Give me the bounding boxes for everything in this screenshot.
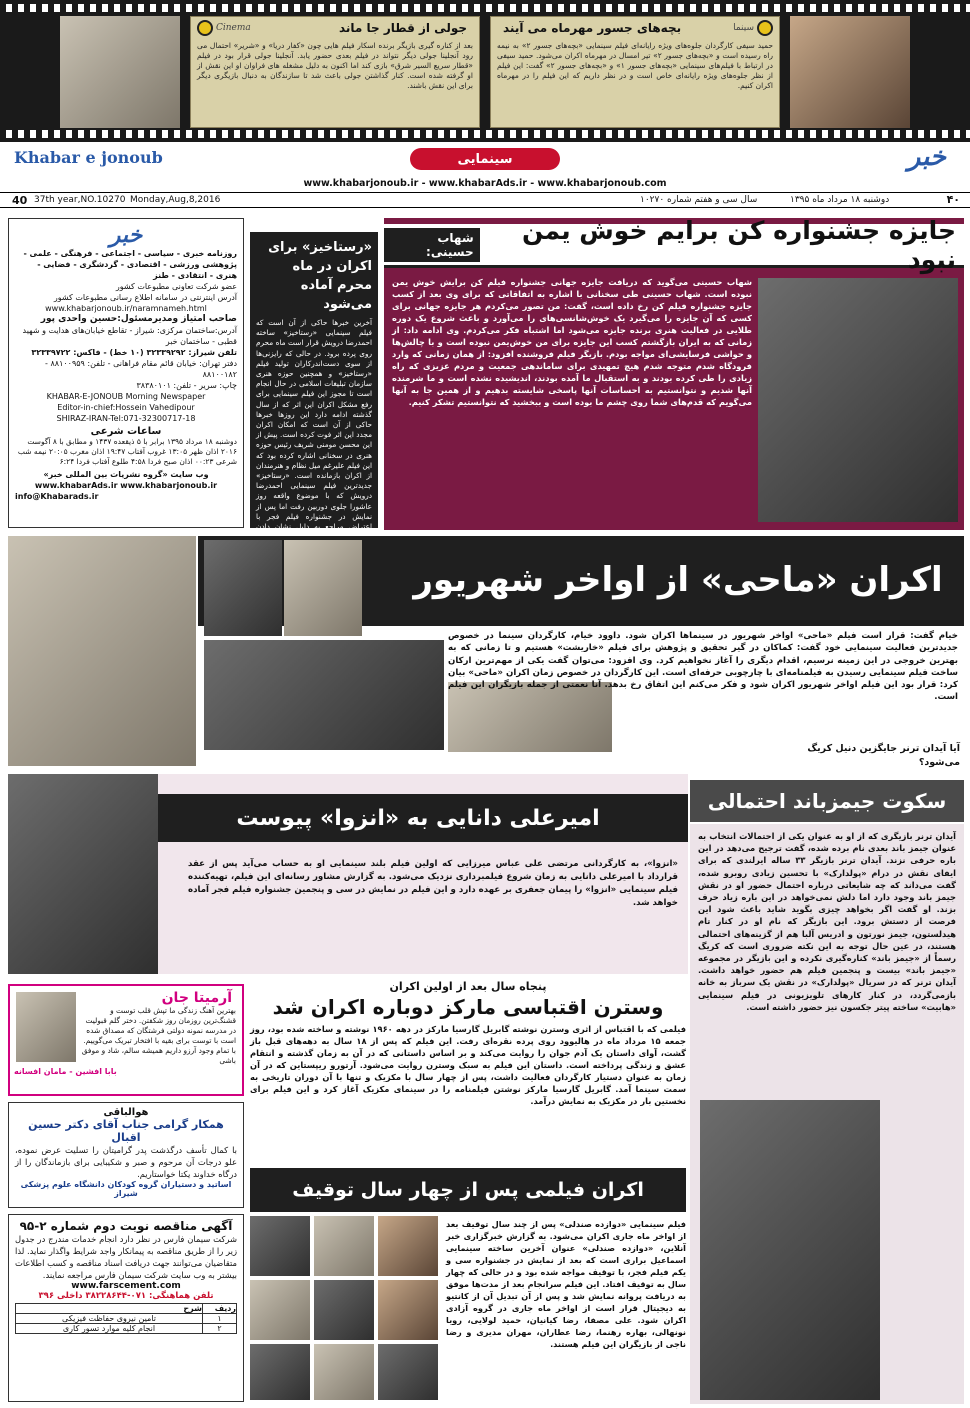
- sidebar-en-editor: Editor-in-chief:Hossein Vahedipour: [57, 403, 195, 412]
- tender-cell: ۲: [203, 1324, 237, 1334]
- prayer-title: ساعات شرعی: [90, 426, 162, 437]
- armita-title: آرمیتا جان: [161, 990, 232, 1006]
- right-teaser-title: بچه‌های جسور مهرماه می آیند: [503, 21, 682, 35]
- child-actor-photo: [790, 16, 910, 128]
- issue-right: سال سی و هفتم شماره ۱۰۲۷۰: [640, 195, 758, 205]
- shahab-hosseini-photo: [758, 278, 958, 522]
- film-reel-icon: [197, 20, 213, 36]
- rastakhiz-body: آخرین خبرها حاکی از آن است که فیلم سینمایی «رستاخیز» ساخته احمدرضا درویش قرار است ماه محرم روی پرده برود. در حالی که رایزنی‌ها از سوی دست‌اندرکاران تولید فیلم «رستاخیز» و همچنین حوزه هنری سازمان تبلیغات اسلامی در حال انجام است تا مجوز این فیلم سینمایی برای رفع مشکل اکران این اثر که از سال گذشته ادامه دارد این روزها خبرها حاکی از آن است که امکان اکران مجدد این اثر فوت کرده است. پیش از این محسن مومنی شریف رئیس حوزه هنری در سخنانی اشاره کرده بود که این فیلم علیرغم میل نظام و هنرمندان از اکران بازمانده است. «رستاخیز» جدیدترین فیلم سینمایی احمدرضا درویش که با موضوع واقعه روز عاشورا جلوی دوربین رفت اما پس از نمایش در جشنواره فیلم فجر با اعتراض مراجع به دلیل نشان دادن: [256, 318, 372, 532]
- tender-url[interactable]: www.farscement.com: [71, 1281, 181, 1291]
- logo-right: خبر: [907, 142, 946, 172]
- play-icon: [757, 20, 773, 36]
- mahi-headline: اکران «ماحی» از اواخر شهریور: [413, 560, 943, 600]
- section-label: سینمایی: [457, 151, 513, 167]
- cast-photo-9: [378, 1344, 438, 1400]
- left-teaser-text: بعد از کناره گیری بازیگر برنده اسکار فیلم هایی چون «کفار دریا» و «شریر» احتمال می رود آنجلینا جولی دیگر نتواند در فیلم بعدی حضور یابد. آنجلینا جولی قرار بود در فیلم «قطار سریع السیر شرق» بازی کند اما اکنون به دلیل مشغله های فراوان او این نقش از او گرفته شده است. کنار گذاشتن جولی باعث شد تا سازندگان به دنبال بازیگری دیگر برای این نقش باشند.: [197, 41, 473, 90]
- prayer-text: دوشنبه ۱۸ مرداد ۱۳۹۵ برابر با ۵ ذیقعده ۱۴۳۷ و مطابق با ۸ آگوست ۲۰۱۶ اذان ظهر ۱۳:۰۵ غروب آفتاب ۱۹:۴۷ اذان مغرب ۲۰:۰۵ نیمه شب شرعی ۰۰:۲۳ اذان صبح فردا ۴:۵۸ طلوع آفتاب فردا ۶:۲۴: [17, 437, 237, 466]
- cast-photo-5: [314, 1280, 374, 1340]
- date-persian: دوشنبه ۱۸ مرداد ماه ۱۳۹۵: [790, 195, 890, 205]
- marquez-article: [250, 980, 686, 1166]
- table-row: [16, 1324, 237, 1334]
- condolence-title: همکار گرامی جناب آقای دکتر حسین اقبال: [28, 1118, 224, 1144]
- hosseini-headline-bar: [384, 215, 964, 274]
- bond-article: [690, 824, 964, 1404]
- tender-title: آگهی مناقصه نوبت دوم شماره ۲-۹۵: [19, 1219, 233, 1233]
- publisher-box: [8, 218, 244, 528]
- tender-cell: انجام کلیه موارد تسور کاری: [16, 1324, 203, 1334]
- banned-film-body: فیلم سینمایی «دوازده صندلی» پس از چند سال توقیف بعد از اواخر ماه جاری اکران می‌شود. به گزارش خبرگزاری خبر آنلاین، «دوازده صندلی» عنوان آخرین ساخته سینمایی اسماعیل براری است که بعد از نمایش در جشنواره سی و یکم فیلم فجر، با توقیف مواجه شده بود و در حالی که چهار سال به توقیف افتاد. این فیلم سرانجام بعد از مدت‌ها موفق به دریافت پروانه نمایش شد و پس از آن تبدیل آن از کانتیو به دیجیتال قرار است از اواخر ماه جاری در گروه آزادی اکران شود. علی مصفا، رضا کیانیان، حمید لولایی، رویا نونهالی، بهاره رهنما، رضا عطاران، مهران مدیری و رضا ناجی از بازیگران این فیلم هستند.: [446, 1219, 686, 1349]
- email[interactable]: info@Khabarads.ir: [15, 492, 99, 501]
- rastakhiz-headline: «رستاخیز» برای اکران در ماه محرم آماده می‌شود: [268, 240, 372, 312]
- rastakhiz-article: [250, 232, 378, 532]
- right-teaser-tag: سینما: [733, 23, 754, 33]
- eye-drawing-image: [8, 536, 196, 766]
- condolence-text: با کمال تأسف درگذشت پدر گرامیتان را تسلیت عرض نموده، علو درجات آن مرحوم و صبر و شکیبایی برای بازماندگان را از درگاه خداوند یکتا خواستاریم.: [15, 1145, 237, 1179]
- armita-signature: بابا افشین - مامان افسانه: [14, 1067, 117, 1076]
- sidebar-en-address: SHIRAZ-IRAN-Tel:071-32300717-18: [56, 414, 196, 423]
- tender-phone: تلفن هماهنگی: ۰۷۱-۳۸۲۲۸۶۴۴ داخلی ۳۹۶: [38, 1291, 214, 1301]
- sidebar-url[interactable]: www.khabarjonoub.ir/naramnameh.html: [45, 304, 207, 313]
- issue-bar: [0, 192, 970, 208]
- mahi-still-2: [284, 540, 362, 636]
- mahi-article: [8, 532, 964, 768]
- armita-congrats-box: [8, 984, 244, 1096]
- mahi-still-1: [204, 540, 282, 636]
- cast-photo-6: [378, 1280, 438, 1340]
- right-teaser-text: حمید سیفی کارگردان جلوه‌های ویژه رایانه‌ای فیلم سینمایی «بچه‌های جسور ۲» به نیمه راه رسیده است و «بچه‌های جسور ۲» تیر امسال در مهرماه اکران می‌شود. حمید سیفی در ارتباط با فیلم‌های سینمایی «بچه‌های جسور ۱» و «بچه‌های جسور ۲» گفت: این فیلم از نظر جلوه‌های ویژه رایانه‌ای خاص است و در نظر داریم که این فیلم را در مهرماه اکران کنیم.: [497, 41, 774, 90]
- condolence-box: [8, 1102, 244, 1208]
- amirali-danaei-photo: [8, 774, 158, 974]
- danaei-title-band: [148, 794, 688, 842]
- hosseini-headline: جایزه جشنواره کن برایم خوش یمن نبود: [521, 215, 956, 274]
- tender-th-desc: شرح: [16, 1304, 203, 1314]
- bond-kicker: آیا آیدان ترنر جایگزین دنیل کریگ می‌شود؟: [807, 743, 960, 768]
- sidebar-address: آدرس:ساختمان مرکزی: شیراز - تقاطع خیابان‌های هدایت و شهید قطبی - ساختمان خبر: [22, 326, 237, 346]
- angelina-jolie-photo: [60, 16, 180, 128]
- page-number-left: 40: [12, 194, 28, 207]
- sidebar-description: روزنامه خبری - سیاسی - اجتماعی - فرهنگی - علمی - پژوهشی ورزشی - اقتصادی - گردشگری - فضایی - هنری - انتقادی - طنز: [23, 249, 237, 280]
- right-teaser: [490, 16, 780, 128]
- logo-left: Khabar e jonoub: [14, 148, 163, 167]
- banned-film-title-bar: [250, 1168, 686, 1212]
- tender-table-header: [16, 1304, 237, 1314]
- table-row: [16, 1314, 237, 1324]
- hosseini-article: [384, 215, 964, 530]
- left-teaser-title: جولی از قطار جا ماند: [338, 21, 467, 35]
- bond-headline: سکوت جیمزباند احتمالی: [707, 789, 947, 813]
- banned-film-photos: [250, 1216, 440, 1402]
- page-number-right: ۴۰: [946, 193, 960, 206]
- mahi-body: خیام گفت: قرار است فیلم «ماحی» اواخر شهریور در سینماها اکران شود. داوود خیام، کارگردان سینما در خصوص جدیدترین فعالیت سینمایی خود گفت: کماکان در گیر تحقیق و پژوهش برای فیلم «خاریشت» هستیم و تا زمانی که به بهترین خروجی در این زمینه نرسیم، اقدام دیگری را آغاز نخواهیم کرد. وی افزود: می‌توان گفت یکی از مهم‌ترین ارکان ساخت فیلم سینمایی رسیدن به فیلمنامه‌ای با چارچوبی حرفه‌ای است. این کارگردان در خصوص زمان اکران «ماحی» بیان کرد: قرار بود این فیلم اواخر شهریور اکران شود و فکر می‌کنم این اتفاق رخ بدهد. آنا نعمتی از جمله بازیگران این فیلم است.: [448, 631, 958, 703]
- web-sites[interactable]: www.khabarAds.ir www.khabarjonoub.ir: [34, 481, 218, 490]
- banned-film-headline: اکران فیلمی پس از چهار سال توقیف: [292, 1179, 644, 1201]
- sidebar-logo: خبر: [109, 223, 143, 248]
- masthead: [0, 142, 970, 208]
- tender-table: [15, 1303, 237, 1334]
- sidebar-print: چاپ: سریر - تلفن: ۳۸۳۸۰۱۰۱: [136, 381, 237, 390]
- issue-left: 37th year,NO.10270: [34, 195, 126, 205]
- cast-photo-2: [314, 1216, 374, 1276]
- hosseini-label: شهاب حسینی:: [384, 228, 480, 262]
- left-teaser: [190, 16, 480, 128]
- cast-photo-4: [250, 1280, 310, 1340]
- aidan-turner-photo: [700, 1100, 880, 1400]
- left-teaser-tag: Cinema: [216, 23, 251, 33]
- danaei-headline: امیرعلی دانایی به «انزوا» پیوست: [236, 805, 600, 831]
- hosseini-body: شهاب حسینی می‌گوید که دریافت جایزه جهانی جشنواره فیلم کن برایش خوش یمن نبوده است. شهاب حسینی طی سخنانی با اشاره به اتفاقاتی که برای وی بعد از کسب جایزه جشنواره فیلم کن رخ داده است، گفت: من تصور می‌کردم هر جایزه جهانی برای کسی که آن جایزه را می‌گیرد یک خوش‌شانسی‌های را می‌آورد و باعث شروع یک دوره طلایی در فعالیت هنری برنده جایزه می‌شود اما اشتباه فکر می‌کردم. وی ادامه داد: از زمانی که به ایران بازگشتم کسب این جایزه برای من خوش‌یمن نبوده است و با چالش‌ها و حواشی فرسایشی‌ای مواجه بودم. بازیگر فیلم فروشنده افزود: از همان زمانی که وارد فرودگاه شدم متوجه شدم هیچ تمهیدی برای ساماندهی جمعیت و مردم عزیزی که راه زیادی را طی کرده بودند و به استقبال ما آمده بودند، اندیشیده نشده است و ما شرمنده آنها شدیم و نتوانستیم به احساسات آنها پاسخی شایسته بدهیم و از همین جا به آنها می‌گویم که قدم‌های شما روی چشم ما بوده است و ببخشید که نتوانستیم تشکر کنیم.: [392, 277, 752, 407]
- tender-th-row: ردیف: [203, 1304, 237, 1314]
- top-film-strip: [0, 0, 970, 142]
- armita-photo: [16, 992, 76, 1062]
- tender-ad: [8, 1214, 244, 1402]
- film-holes-bottom: [0, 130, 970, 138]
- sidebar-tel: تلفن شیراز: ۳۲۳۳۹۲۹۲ (۱۰ خط) - فاکس: ۳۲۳۳۹۷۲۲: [31, 348, 237, 357]
- film-holes-top: [0, 4, 970, 12]
- cast-photo-1: [250, 1216, 310, 1276]
- sidebar-member: عضو شرکت تعاونی مطبوعات کشور: [115, 282, 237, 291]
- tender-cell: ۱: [203, 1314, 237, 1324]
- tender-text: شرکت سیمان فارس در نظر دارد انجام خدمات مندرج در جدول زیر را از طریق مناقصه به پیمانکار واجد شرایط واگذار نماید. لذا متقاضیان می‌توانند جهت دریافت اسناد مناقصه و کسب اطلاعات بیشتر به وب سایت شرکت سیمان فارس مراجعه نمایند.: [15, 1234, 237, 1280]
- danaei-body: «انزوا»، به کارگردانی مرتضی علی عباس میرزایی که اولین فیلم بلند سینمایی او به حساب می‌آید پس از عقد قرارداد با امیرعلی دانایی به زمان شروع فیلمبرداری نزدیک می‌شود. به گزارش مشاور رسانه‌ای این فیلم، تهیه‌کننده فیلم سینمایی «انزوا» را پیمان جعفری بر عهده دارد و این فیلم در نمایش در سی و پنجمین جشنواره فیلم فجر آماده خواهد شد.: [188, 859, 678, 908]
- danaei-article: [8, 774, 688, 974]
- sidebar-owner: صاحب امتیاز ومدیرمسئول:حسین واحدی پور: [40, 314, 237, 324]
- sidebar-internet: آدرس اینترنتی در سامانه اطلاع رسانی مطبوعات کشور: [53, 293, 237, 302]
- cast-photo-7: [250, 1344, 310, 1400]
- condolence-header: هوالباقی: [103, 1107, 149, 1118]
- marquez-body: فیلمی که با اقتباس از اثری وسترن نوشته گابریل گارسیا مارکز در دهه ۱۹۶۰ نوشته و ساخته شده بود، روز جمعه ۱۵ مرداد ماه در هالیوود روی پرده نقره‌ای رفت. این فیلم که پس از ۱۸ سال به دهه‌های قبل باز گشت، آوای داستان یک آدم جوان را روایت می‌کند و بر اساس داستانی که در آن به زمان گذشته و انتقام عشق و زندگی پرداخته است. داستان این فیلم به سبک وسترن روایت می‌شود. آرتورو ریپستاین که در آن زمان به عنوان دستیار کارگردان فعالیت داشت، پس از چهار سال با مکزیک و تنها با آن دوران تاریخی به سمت سینما آمد. گابریل گارسیا مارکز نوشتن فیلمنامه را در سینمای مکزیک آغاز کرد و این فیلم برای نخستین بار در مکزیک به نمایش درآمد.: [250, 1024, 687, 1106]
- sidebar-en-name: KHABAR-E-JONOUB Morning Newspaper: [46, 392, 206, 401]
- section-banner: [410, 148, 560, 170]
- marquez-headline: وسترن اقتباسی مارکز دوباره اکران شد: [272, 995, 664, 1019]
- tender-cell: تامین نیروی حفاظت فیزیکی: [16, 1314, 203, 1324]
- sidebar-tehran: دفتر تهران: خیابان قائم مقام فراهانی - تلفن: ۸۸۱۰۰۹۵۹ - ۸۸۱۰۰۱۸۲: [45, 359, 237, 379]
- web-title: وب سایت «گروه نشریات بین المللی خبر»: [43, 470, 209, 479]
- marquez-kicker: پنجاه سال بعد از اولین اکران: [389, 980, 547, 993]
- bond-headline-bar: [690, 780, 964, 822]
- websites-line: www.khabarjonoub.ir - www.khabarAds.ir - www.khabarjonoub.com: [303, 178, 667, 189]
- mahi-still-3: [204, 640, 444, 750]
- condolence-signature: اساتید و دستیاران گروه کودکان دانشگاه علوم پزشکی شیراز: [20, 1180, 232, 1198]
- armita-text: بهترین آهنگ زندگی ما تپش قلب توست و قشنگ‌ترین روزمان روز شکفتن. دختر گلم قبولیت در مدرسه نمونه دولتی فرشتگان که مصداق شده است با توست برای بقیه با افتخار تبریک می‌گوییم. با تمام وجود آرزو داریم همیشه سالم، شاد و موفق باشی: [81, 1006, 236, 1065]
- bond-body: آیدان ترنر بازیگری که از او به عنوان یکی از احتمالات انتخاب به عنوان جیمز باند بعدی نام برده شده، گفت ترجیح می‌دهد در این باره حرفی نزند. آیدان ترنر بازیگر ۳۳ ساله ایرلندی که برای ایفای نقش در درام «پولدارک» با تحسین زیادی روبرو شده، گفت می‌داند که چه شایعاتی درباره احتمال حضور او در نقش جیمز باند وجود دارد اما دلش نمی‌خواهد در این باره زیاد حرف بزند. او گفت اگر بخواهد چیزی بگوید شاید باعث شود این فرصت از دستش برود. این بازیگر که نام او در کنار تام هیدلستون، جیمز نورتون و ادریس آلبا هم از گزینه‌های احتمالی هستند، در عین حال توجه به این نکته ضروری است که کریگ رسماً از «جیمز باند» کناره‌گیری نکرده و این بازیگر در مجموعه «جیمز باند» بیست و پنجمین فیلم هم حضور خواهد داشت. آیدان ترنر که در سریال «پولدارک» در نقش یک سرباز به خانه بازمی‌گردد، در کنار کارهای تلویزیونی در فیلم سینمایی «هابیت» ساخته پیتر جکسون نیز حضور داشته است.: [698, 831, 956, 1012]
- cast-photo-3: [378, 1216, 438, 1276]
- date-english: Monday,Aug,8,2016: [130, 195, 221, 205]
- bond-kicker-block: [770, 742, 960, 776]
- cast-photo-8: [314, 1344, 374, 1400]
